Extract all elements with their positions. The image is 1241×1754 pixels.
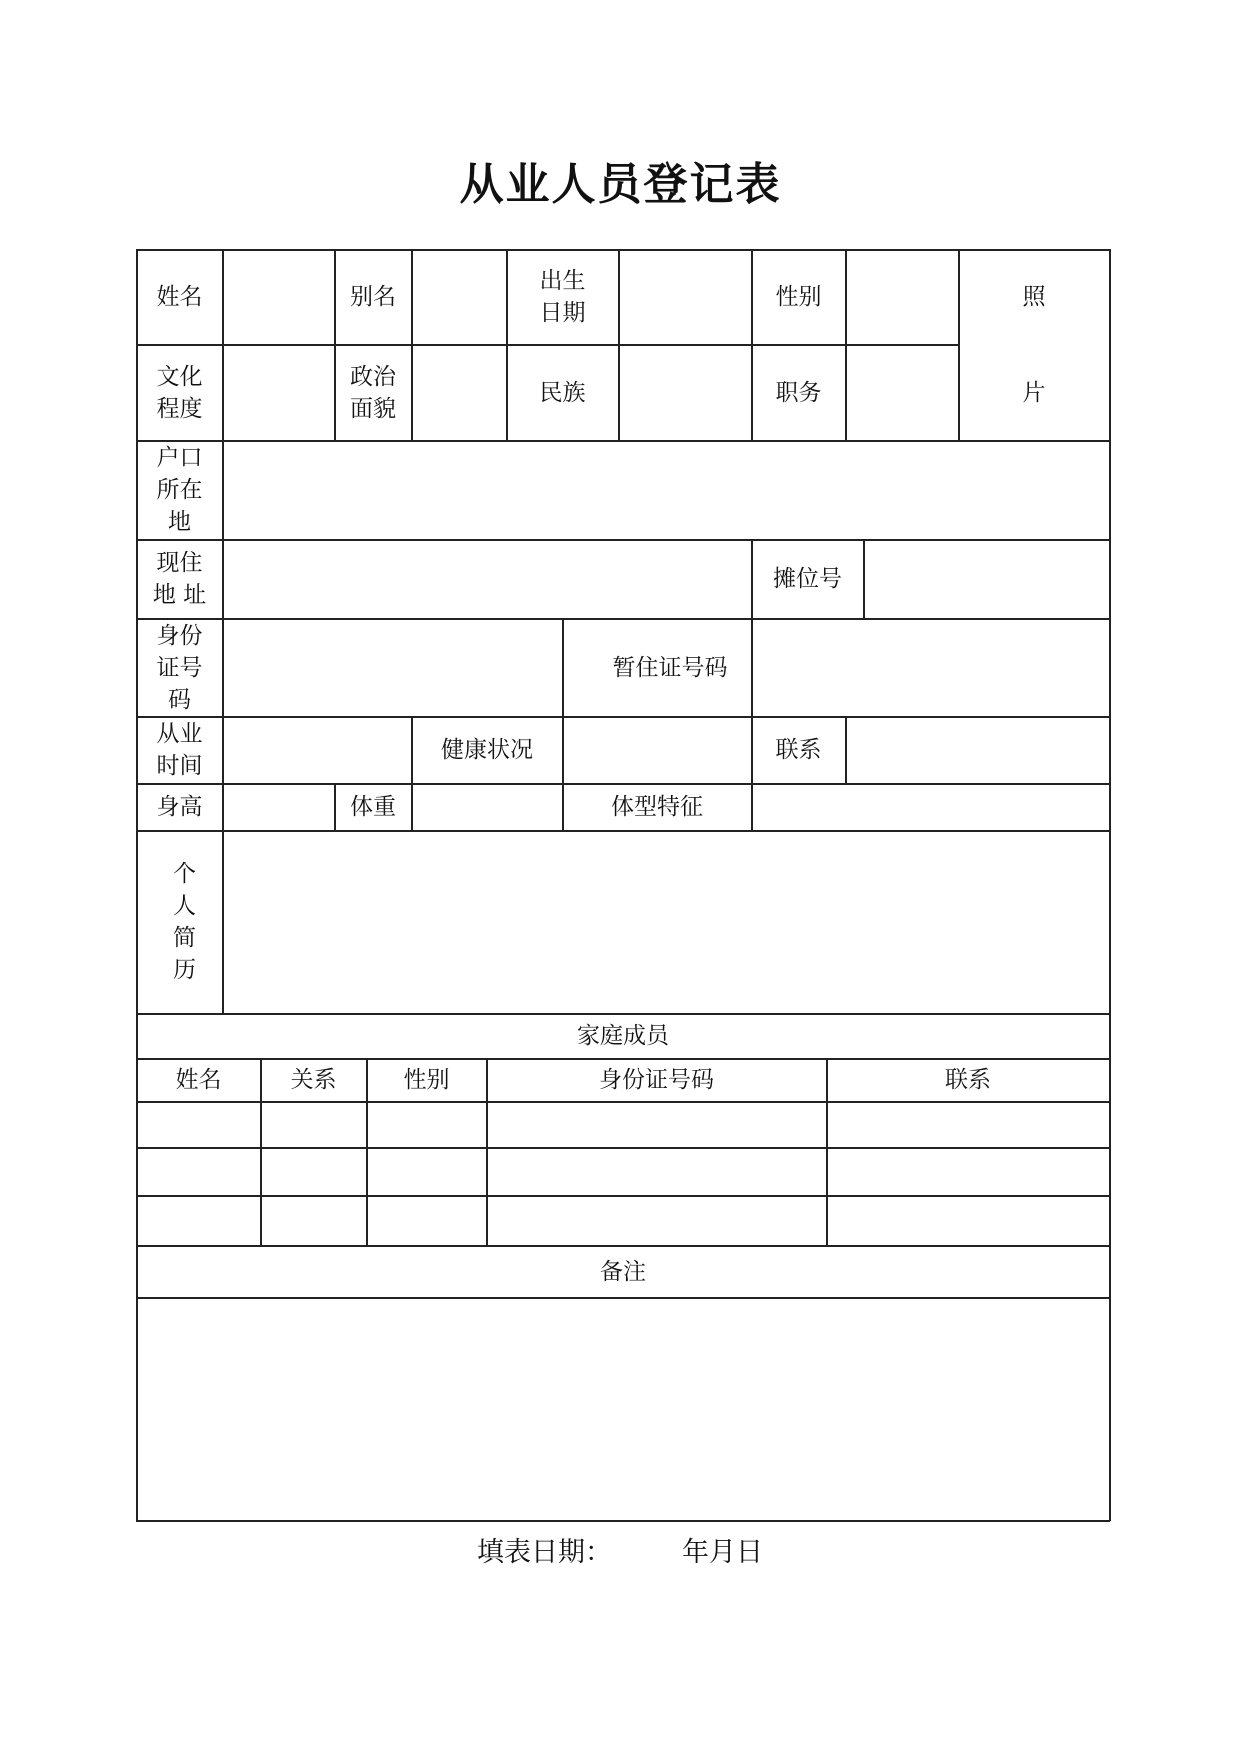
birth-date-label: 出生 日期 [539, 268, 586, 326]
table-border-bottom [136, 1520, 1110, 1522]
resume-label: 个 人 简 历 [173, 861, 196, 983]
family-col-gender: 性别 [403, 1067, 450, 1093]
ethnicity-field[interactable] [620, 345, 751, 440]
health-field[interactable] [564, 717, 751, 783]
health-label: 健康状况 [441, 737, 533, 763]
alias-label: 别名 [350, 284, 396, 310]
temp-permit-label: 暂住证号码 [612, 654, 728, 681]
family-row-2-id-number[interactable] [487, 1148, 826, 1195]
position-label: 职务 [775, 379, 822, 406]
name-field[interactable] [224, 250, 334, 344]
temp-permit-field[interactable] [753, 619, 1109, 716]
political-status-field[interactable] [413, 345, 506, 440]
family-row-2-relation[interactable] [261, 1148, 366, 1195]
family-row-1-gender[interactable] [367, 1102, 486, 1147]
family-row-1-id-number[interactable] [487, 1102, 826, 1147]
contact-label: 联系 [775, 737, 822, 763]
photo-label: 照 片 [1022, 284, 1046, 406]
family-col-id-number: 身份证号码 [599, 1067, 714, 1093]
weight-label: 体重 [350, 794, 396, 820]
family-col-contact: 联系 [945, 1067, 991, 1093]
family-row-3-relation[interactable] [261, 1196, 366, 1245]
remarks-header: 备注 [600, 1258, 646, 1285]
address-label: 现住 地 址 [152, 550, 207, 608]
contact-field[interactable] [847, 717, 1109, 783]
remarks-field[interactable] [137, 1298, 1109, 1520]
resume-field[interactable] [224, 831, 1109, 1013]
family-row-2-contact[interactable] [827, 1148, 1109, 1195]
gender-field[interactable] [847, 250, 958, 344]
political-status-label: 政治 面貌 [350, 363, 396, 422]
family-row-3-gender[interactable] [367, 1196, 486, 1245]
family-row-3-id-number[interactable] [487, 1196, 826, 1245]
address-field[interactable] [224, 540, 751, 618]
height-label: 身高 [156, 794, 203, 820]
family-row-2-name[interactable] [137, 1148, 260, 1195]
family-row-1-contact[interactable] [827, 1102, 1109, 1147]
page-title: 从业人员登记表 [459, 159, 782, 210]
weight-field[interactable] [413, 784, 562, 830]
id-number-label: 身份 证号 码 [156, 622, 203, 713]
education-label: 文化 程度 [156, 363, 203, 422]
work-time-label: 从业 时间 [156, 721, 203, 779]
position-field[interactable] [847, 345, 958, 440]
family-row-1-name[interactable] [137, 1102, 260, 1147]
family-row-3-name[interactable] [137, 1196, 260, 1245]
work-time-field[interactable] [224, 717, 411, 783]
alias-field[interactable] [413, 250, 506, 344]
height-field[interactable] [224, 784, 334, 830]
id-number-field[interactable] [224, 619, 562, 716]
family-col-relation: 关系 [290, 1067, 337, 1093]
hukou-field[interactable] [224, 441, 1109, 539]
education-field[interactable] [224, 345, 334, 440]
body-type-field[interactable] [753, 784, 1109, 830]
stall-no-label: 摊位号 [773, 566, 842, 592]
fill-date-units: 年月日 [682, 1537, 763, 1568]
family-row-3-contact[interactable] [827, 1196, 1109, 1245]
family-col-name: 姓名 [175, 1067, 222, 1093]
body-type-label: 体型特征 [611, 794, 703, 820]
hukou-label: 户口 所在 地 [156, 445, 203, 535]
family-row-2-gender[interactable] [367, 1148, 486, 1195]
birth-date-field[interactable] [620, 250, 751, 344]
family-section-header: 家庭成员 [577, 1023, 669, 1049]
family-row-1-relation[interactable] [261, 1102, 366, 1147]
name-label: 姓名 [156, 284, 203, 310]
ethnicity-label: 民族 [539, 379, 586, 406]
gender-label: 性别 [775, 284, 822, 310]
stall-no-field[interactable] [865, 540, 1109, 618]
fill-date-label: 填表日期： [477, 1537, 612, 1568]
